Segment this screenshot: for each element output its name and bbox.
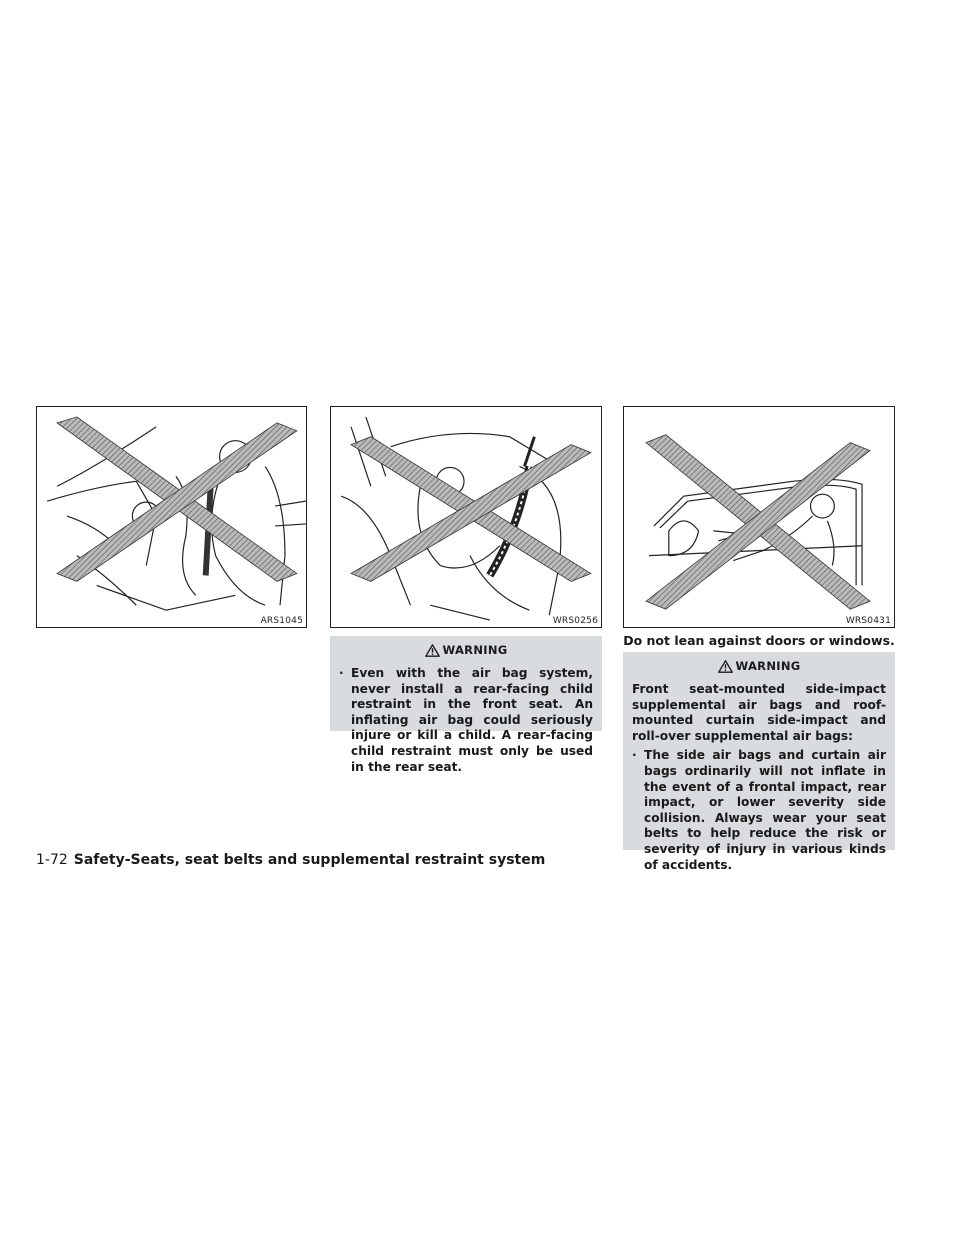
- warning-triangle-icon: [718, 660, 733, 673]
- figure-rear-facing-front-seat: [330, 406, 602, 628]
- warning-heading: [632, 659, 886, 673]
- figure-code: ARS1045: [260, 616, 303, 626]
- warning-label: WARNING: [735, 659, 801, 673]
- illustration: [624, 407, 894, 627]
- section-title: Safety-Seats, seat belts and supplemental restraint system: [73, 852, 546, 868]
- figure-code: WRS0256: [552, 616, 598, 626]
- warning-bullet-text: Even with the air bag system, never install a rear-facing child restraint in the front seat. An inflating air bag could seriously injure or kill a child. A rear-facing child restraint must only be used in the rear seat.: [351, 666, 593, 774]
- warning-lead-text: Front seat-mounted side-impact supplemental air bags and roof-mounted curtain side-impact and roll-over supplemental air bags:: [632, 682, 886, 743]
- warning-bullet-text: The side air bags and curtain air bags ordinarily will not inflate in the event of a frontal impact, rear impact, or lower severity side collision. Always wear your seat belts to help reduce the risk or severity of injury in various kinds of accidents.: [644, 748, 886, 872]
- bullet-dot: ·: [632, 748, 637, 763]
- warning-triangle-icon: [425, 644, 440, 657]
- warning-bullet: [339, 666, 593, 775]
- illustration: [37, 407, 306, 627]
- figure-child-standing-front: [36, 406, 307, 628]
- warning-label: WARNING: [442, 643, 508, 657]
- page-number: 1-72: [36, 852, 68, 868]
- bullet-dot: ·: [339, 666, 344, 680]
- figure-lean-against-door: [623, 406, 895, 628]
- figure-code: WRS0431: [845, 616, 891, 626]
- warning-heading: [339, 643, 593, 657]
- warning-box-side-airbags: [623, 652, 895, 872]
- page-footer: [36, 852, 545, 868]
- warning-bullet: [632, 748, 886, 873]
- warning-box-rear-facing: [330, 636, 602, 774]
- figure-caption: Do not lean against doors or windows.: [623, 633, 895, 648]
- illustration: [331, 407, 601, 627]
